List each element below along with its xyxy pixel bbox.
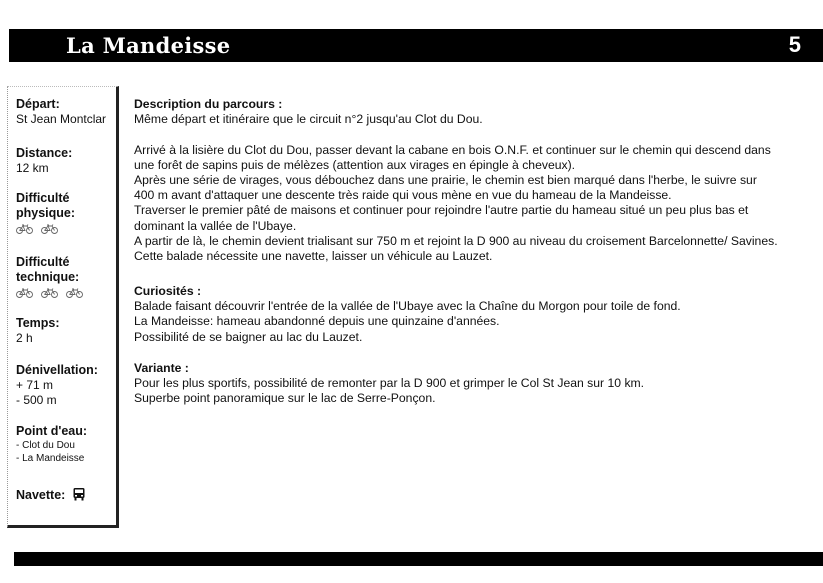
page-title: La Mandeisse bbox=[66, 33, 231, 58]
description-line: Après une série de virages, vous débouchez dans une prairie, le chemin est bien marqué dans l'herbe, le suivre sur bbox=[134, 173, 757, 188]
curiosites-body bbox=[134, 299, 814, 345]
route-number: 5 bbox=[788, 32, 801, 57]
point-eau-item: - Clot du Dou bbox=[16, 440, 75, 451]
point-eau-block bbox=[16, 424, 87, 465]
description-section bbox=[134, 97, 814, 264]
bicycle-icon bbox=[16, 287, 33, 298]
temps-label: Temps: bbox=[16, 316, 60, 330]
difficulty-physical-label-1: Difficulté bbox=[16, 191, 70, 205]
bicycle-icon bbox=[16, 223, 33, 234]
denivellation-minus: - 500 m bbox=[16, 393, 57, 407]
curiosites-line: Balade faisant découvrir l'entrée de la vallée de l'Ubaye avec la Chaîne du Morgon pour toile de fond. bbox=[134, 299, 681, 314]
description-line: Traverser le premier pâté de maisons et continuer pour rejoindre l'autre partie du hameau situé un peu plus bas et bbox=[134, 203, 749, 218]
curiosites-section bbox=[134, 284, 814, 345]
point-eau-item: - La Mandeisse bbox=[16, 453, 85, 464]
navette-label: Navette: bbox=[16, 488, 66, 502]
description-line bbox=[134, 127, 814, 142]
depart-block bbox=[16, 97, 106, 127]
temps-block bbox=[16, 316, 60, 346]
bottom-bar bbox=[14, 552, 823, 566]
denivellation-label: Dénivellation: bbox=[16, 363, 98, 377]
description-line: Même départ et itinéraire que le circuit n°2 jusqu'au Clot du Dou. bbox=[134, 112, 483, 127]
variante-body bbox=[134, 376, 814, 406]
description-line: Cette balade nécessite une navette, laisser un véhicule au Lauzet. bbox=[134, 249, 493, 264]
difficulty-physical-block bbox=[16, 191, 75, 234]
curiosites-line: Possibilité de se baigner au lac du Lauzet. bbox=[134, 329, 363, 344]
point-eau-label: Point d'eau: bbox=[16, 424, 88, 438]
variante-section bbox=[134, 361, 814, 407]
difficulty-technical-label-2: technique: bbox=[16, 270, 80, 284]
depart-label: Départ: bbox=[16, 97, 60, 111]
description-line: une forêt de sapins puis de mélèzes (attention aux virages en épingle à cheveux). bbox=[134, 157, 576, 172]
difficulty-physical-rating bbox=[16, 223, 75, 234]
difficulty-technical-block bbox=[16, 255, 83, 298]
distance-block bbox=[16, 146, 72, 176]
curiosites-title: Curiosités : bbox=[134, 284, 202, 298]
description-line: Arrivé à la lisière du Clot du Dou, passer devant la cabane en bois O.N.F. et continuer sur le chemin qui descend dans bbox=[134, 142, 771, 157]
description-line: dominant la vallée de l'Ubaye. bbox=[134, 218, 297, 233]
denivellation-block bbox=[16, 363, 98, 408]
curiosites-line: La Mandeisse: hameau abandonné depuis une quinzaine d'années. bbox=[134, 314, 500, 329]
bus-icon bbox=[72, 487, 86, 505]
header-bar bbox=[9, 29, 823, 62]
description-line: 400 m avant d'attaquer une descente très raide qui vous mène en vue du hameau de la Mandeisse. bbox=[134, 188, 672, 203]
distance-value: 12 km bbox=[16, 161, 49, 175]
variante-line: Pour les plus sportifs, possibilité de remonter par la D 900 et grimper le Col St Jean sur 10 km. bbox=[134, 376, 645, 391]
bicycle-icon bbox=[41, 223, 58, 234]
variante-line: Superbe point panoramique sur le lac de Serre-Ponçon. bbox=[134, 391, 436, 406]
description-line: A partir de là, le chemin devient trialisant sur 750 m et rejoint la D 900 au niveau du croisement Barcelonnette/ Savines. bbox=[134, 233, 778, 248]
navette-block bbox=[16, 487, 86, 505]
bicycle-icon bbox=[66, 287, 83, 298]
bicycle-icon bbox=[41, 287, 58, 298]
depart-value: St Jean Montclar bbox=[16, 112, 107, 126]
denivellation-plus: + 71 m bbox=[16, 378, 54, 392]
description-body bbox=[134, 112, 814, 264]
difficulty-physical-label-2: physique: bbox=[16, 206, 76, 220]
distance-label: Distance: bbox=[16, 146, 73, 160]
info-sidebar bbox=[7, 86, 119, 528]
difficulty-technical-rating bbox=[16, 287, 83, 298]
description-title: Description du parcours : bbox=[134, 97, 283, 111]
variante-title: Variante : bbox=[134, 361, 189, 375]
difficulty-technical-label-1: Difficulté bbox=[16, 255, 70, 269]
temps-value: 2 h bbox=[16, 331, 33, 345]
